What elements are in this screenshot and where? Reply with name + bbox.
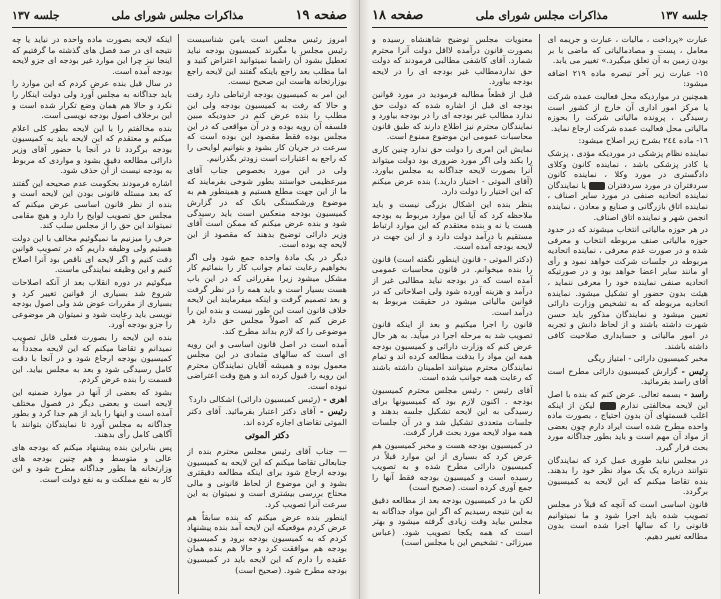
body-paragraph: آقای رئیس - رئیس مجلس محترم کمیسیون بودجه . اکنون لازم بود که کمیسیونها برای رسیدگی به این لایحه تشکیل جلسه بدهند و جلسات متعددی تشکیل شد و در آن جلسات همه مواد لایحه مورد بحث قرار گرفت.	[372, 385, 533, 438]
speaker-text: آقای دکتر اعتبار بفرمائید. آقای دکتر الموتی تقاضای اجازه کرده اند.	[187, 406, 347, 427]
body-paragraph: حرف را میزنیم ما نمیگوئیم مخالف با این دولت هستیم ولی وظیفه داریم که در تصویب قوانین دقت کنیم و اگر لایحه ای ناقص بود آنرا اصلاح کنیم و این وظیفه نمایندگی ماست.	[12, 232, 172, 275]
body-paragraph: قانون را اجرا میکنیم و بعد از اینکه قانون تصویب شد به مرحله اجرا در میآید. به هر حال عرض کنم که وزارت دارائی و کمیسیون بودجه همه این مواد را بدقت مطالعه کرده اند و تمام نمایندگان محترم میتوانند اطمینان داشته باشند که رعایت همه جوانب شده است.	[372, 319, 533, 383]
body-paragraph: قانون اساسی است که آنچه که قبلاً در مجلس تصویب شده باید اجرا شود و ما نمیتوانیم قانونی را که سالها اجرا شده است بدون مطالعه تغییر دهیم.	[547, 498, 708, 541]
body-paragraph: بنده این لایحه را بصورت فعلی قابل تصویب نمیدانم و تقاضا میکنم که این لایحه مجدداً به کمیسیون بودجه ارجاع شود و در آنجا با دقت کامل رسیدگی شود و بعد به مجلس بیاید. این قسمت را بنده عرض کردم.	[12, 332, 172, 385]
column-left	[12, 34, 179, 594]
body-paragraph: همچنین در مواردیکه محل فعالیت عمده شرکت یا مرکز امور اداری آن خارج از کشور است رسیدگی ، پرونده مالیاتی شرکت را بحوزه مالیاتی محل فعالیت عمده شرکت ارجاع نماید.	[547, 90, 708, 133]
body-paragraph: عبارت «پرداخت ، مالیات ، عبارت و جریمه ای معامل ، پست و مصادمالیاتی که ماضی با بر بودن زمین به آن تعلق میگیرد.» تغییر می یابد.	[547, 34, 708, 66]
body-paragraph: میگوئیم در دوره انقلاب بعد از آنکه اصلاحات شروع شد بسیاری از قوانین تغییر کرد و بسیاری از مقررات عوض شد ولی اصول بودجه نویسی باید رعایت شود و نمیتوان هر موضوعی را جزو بودجه آورد.	[12, 277, 172, 330]
body-paragraph: پس بنابراین بنده پیشنهاد میکنم که بودجه های عالی و متوسط و هم چنین بودجه های وزارتخانه ها بطور جداگانه مطرح شود و این کار به نفع مملکت و به نفع دولت است.	[12, 441, 172, 484]
speaker-name: رئیس -	[315, 406, 347, 417]
page-left	[0, 0, 360, 599]
speaker-text: بسمه تعالی. عرض کنم که بنده با اصل این لایحه مخالفتی ندارم لیکن از اینکه اغلب قسمتهای آن بدون احتیاج ، بصورت ماده واحده مطرح شده است ایراد دارم چون بعضی از مواد آن مهم است و باید بطور جداگانه مورد بحث قرار گیرد.	[547, 389, 708, 452]
body-paragraph: بنده مخالفتم را با این لایحه بطور کلی اعلام میکنم و معتقدم که این لایحه باید به کمیسیون بودجه برگردد تا در آنجا با حضور آقای وزیر دارائی مطالعه دقیق بشود و مواردی که مربوط به بودجه نیست از آن حذف شود.	[12, 122, 172, 176]
session-number: جلسه ١٣٧	[12, 9, 60, 22]
body-paragraph: در سال قبل بنده عرض کردم که این موارد را باید جداگانه به مجلس آورد ولی دولت اینکار را نکرد و حالا هم همان وضع تکرار شده است و این برخلاف اصول بودجه نویسی است.	[12, 78, 172, 121]
ink-mark	[589, 182, 605, 190]
column-right	[187, 34, 347, 594]
body-paragraph: ١٥- عبارت زیر آخر تبصره ماده ٢١٩ اضافه میشود:	[547, 67, 708, 89]
page-right	[360, 0, 720, 599]
publication-title: مذاکرات مجلس شورای ملی	[475, 9, 608, 22]
body-paragraph: این امر به کمیسیون بودجه ارتباطی دارد رفت و حالا که رفت به کمیسیون بودجه ولی این مطلب را بنده عرض کنم در حدودیکه مبین فلسفه آن رویه بوده و در آن مواقعی که در این مجلس بوده فقط مقصود این بوده است که سرعت در جریان کار بشود و بتوانیم لوایحی را که راجع به اعتبارات است زودتر بگذرانیم.	[187, 88, 347, 163]
body-paragraph: نمایش این امری را دولت حق ندارد چنین کاری را بکند ولی اگر مورد ضروری بود دولت میتواند آنرا بصورت لایحه جداگانه به مجلس بیاورد. (آقای الموتی - اختیار دارید.) بنده عرض میکنم که این اختیار را دولت دارد.	[372, 143, 533, 197]
ink-mark	[600, 402, 616, 410]
speaker-paragraph	[187, 406, 347, 427]
column-right	[548, 34, 709, 594]
page-number: صفحه ١٩	[295, 8, 347, 23]
page-number: صفحه ١٨	[372, 8, 424, 23]
body-paragraph: امروز رئیس مجلس است یامن شناسیست رئیس مجلس یا مگیرند کمیسیون بودجه نباید تعطیل بشود آن راشما نمیتوانید اعتراض کنید و اما مطلب بعد راجع باینکه گفتند این لایحه راجع بوزارتخانه هاست این صحیح نیست.	[187, 34, 347, 87]
body-paragraph: (دکتر الموتی - قانون اینطور نگفته است) قانون را بنده میخوانم. در قانون محاسبات عمومی آمده است که در بودجه نباید مطالبی غیر از درآمد و هزینه آورده شود ولی اصلاحاتی که در قوانین مالیاتی میشود در حقیقت مربوط به درآمد است.	[372, 253, 533, 317]
body-paragraph: لکن ما در کمیسیون بودجه بعد از مطالعه دقیق به این نتیجه رسیدیم که اگر این مواد جداگانه به مجلس بیاید وقت زیادی گرفته میشود و بهتر است که همه یکجا تصویب شود. (عباس میرزائی - تشخیص این با مجلس است)	[372, 494, 533, 548]
body-paragraph: — جناب آقای رئیس مجلس محترم بنده از جنابعالی تقاضا میکنم که این لایحه به کمیسیون بودجه ارجاع شود برای اینکه مطالعه دقیقتری بشود و این موضوع از لحاظ قانونی و مالی محتاج بررسی بیشتری است و نمیتوان به این سرعت آنرا تصویب کرد.	[187, 445, 347, 509]
page-header	[372, 8, 708, 28]
body-paragraph: در کمیسیون بودجه هست و مخبر کمیسیون هم عرض کرد که بسیاری از این موارد قبلاً در کمیسیون دارائی مطرح شده و به تصویب رسیده است و کمیسیون بودجه فقط آنها را جمع آوری کرده است. (صحیح است)	[372, 439, 533, 493]
speaker-text: (رئیس کمیسیون دارائی) اشکالی دارد؟	[188, 393, 321, 404]
page-header	[12, 8, 347, 28]
body-paragraph: مخبر کمیسیون دارائی - امتیاز ریگی	[587, 353, 708, 364]
column-left	[372, 34, 540, 594]
body-paragraph: اشاره فرمودند بحکومت عدم صحیحه این گفتند که بعد مسئله قانونی بودن این لایحه است و بنده از نظر قانون اساسی عرض میکنم که مجلس حق تصویب لوایح را دارد و هیچ مقامی نمیتواند این حق را از مجلس سلب کند.	[12, 177, 172, 231]
speaker-paragraph	[548, 366, 709, 387]
body-paragraph: ١٦- ماده ٢٤٤ بشرح زیر اصلاح میشود:	[578, 135, 708, 146]
body-paragraph: دیگر در یک مادهٔ واحده جمع شود ولی اگر بخواهیم رعایت تمام جوانب کار را بنمائیم کار مشکل میشود زیرا مقرراتی که در این باب هست بسیار است و باید همه را در نظر گرفت و بعد تصمیم گرفت و اینکه میفرمایند این لایحه خلاف قانون است این طور نیست و بنده این را عرض کنم که اصولاً مجلس حق دارد هر موضوعی را که لازم بداند مطرح کند.	[187, 251, 347, 337]
body-paragraph: نماینده نظام پزشکی در موردیکه مؤدی ، پزشک یا کادر پزشکی باشد ، نماینده کانون وکلای دادگستری در مورد وکلا ، نماینده کانون سردفتران در مورد سردفتران یا نمایندگان نماینده اتحادیه صنفی در مورد سایر اصناف ، نماینده اتاق بازرگانی و صنایع و معادن ، نماینده انجمن شهر و نماینده اتاق اصناف.	[547, 147, 708, 222]
body-paragraph: اینطور بنده عرض میکنم که بنده سابقاً هم عرض کردم موقعیکه این لایحه آمد بنده پیشنهاد کردم که به کمیسیون بودجه برود و کمیسیون بودجه هم موافقت کرد و حالا هم بنده همان عقیده را دارم که این لایحه باید در کمیسیون بودجه مطرح شود. (صحیح است)	[187, 511, 347, 575]
speaker-name: رئیس -	[677, 365, 708, 376]
body-paragraph: بشود که بعضی از آنها در موارد ضمنیه این لایحه است و بعضی دیگر در فصول مختلف آمده است و اینها را باید از هم جدا کرد و بطور جداگانه به مجلس آورد تا نمایندگان بتوانند با آگاهی کامل رأی بدهند.	[12, 387, 172, 440]
speaker-paragraph	[187, 394, 347, 405]
body-paragraph: در مجلس نباید طوری عمل کرد که نمایندگان نتوانند درباره یک یک مواد نظر خود را بدهند. بنده تقاضا میکنم که این لایحه به کمیسیون برگردد.	[547, 454, 708, 497]
session-number: جلسه ١٣٧	[660, 9, 708, 22]
columns	[372, 34, 708, 594]
speaker-name: اهری -	[320, 393, 347, 404]
section-subheading: دکتر الموتی	[244, 431, 290, 442]
body-paragraph: بنظر بنده این اشکال بزرگی نیست و باید ملاحظه کرد که آیا این موارد مربوط به بودجه هست یا نه و بنده معتقدم که این موارد ارتباط مستقیم با درآمد دولت دارد و از این جهت در لایحه بودجه آمده است.	[372, 198, 533, 252]
columns	[12, 34, 347, 594]
speaker-paragraph	[548, 389, 709, 453]
body-paragraph: اینکه لایحه بصورت ماده واحده در نیاید یا چه نتیجه ای در صد فصل های گذشته ما گرفتیم که اینجا نیز چرا این موارد غیر بودجه ای جزو لایحه بودجه آمده است.	[12, 34, 172, 76]
body-paragraph: معنویات مجلس توضیح شاهنشاه رسیده و بصورت قانون درآمده لااقل دولت آنرا محترم شمارد. آقای کاشفی مطالبی فرمودند که دولت حق نداردمطالب غیر بودجه ای را در لایحه بودجه بیاورد.	[372, 34, 533, 87]
publication-title: مذاکرات مجلس شورای ملی	[111, 9, 244, 22]
body-paragraph: ولی در این مورد بخصوص جناب آقای میرعظیمی خواستند بطور شوخی بفرمایند که ما از این جهت مطلع هستیم و همینطور هم به موضوع ورشکستگی بانک که در گزارش کمیسیون بودجه منعکس است باید رسیدگی شود و بنده عرض میکنم که ممکن است آقای وزیر دارائی توضیح بدهند که مقصود از این لایحه چه بوده است.	[187, 165, 347, 250]
speaker-text: گزارش کمیسیون دارائی مطرح است آقای راسد بفرمائید.	[547, 365, 708, 387]
speaker-name: راسد -	[680, 389, 708, 399]
body-paragraph: آمده است در اصل قانون اساسی و این رویه ای است که سالهای متمادی در این مجلس معمول بوده و همیشه آقایان نمایندگان محترم این رویه را قبول کرده اند و هیچ وقت اعتراضی نبوده است.	[187, 338, 347, 391]
body-paragraph: قبل از قطعاً مطالبه فرمودید در مورد قوانین بودجه ای قبل از اشاره شده که دولت حق ندارد مطالب غیر بودجه ای را در بودجه بیاورد و نمایندگان محترم نیز اطلاع دارند که طبق قانون محاسبات عمومی این موضوع ممنوع است.	[372, 88, 533, 142]
body-paragraph: در هر حوزه مالیاتی انتخاب میشوند که در حدود حوزه مالیاتی صنف مربوطه انتخاب و معرفی شده و در صورت عدم معرفی ، نماینده اتحادیه مربوطه در جلسات شرکت خواهد نمود و رأی او مانند سایر اعضا خواهد بود و در صورتیکه اتحادیه صنفی نماینده خود را معرفی ننماید ، هیئت بدون حضور او تشکیل میشود. نماینده اتحادیه مربوطه که به تشخیص وزارت دارائی تعیین میشود و نمایندگان مذکور باید حسن شهرت داشته باشند و از لحاظ دانش و تجربه در امور مالیاتی و حسابداری صلاحیت کافی داشته باشند.	[547, 224, 708, 351]
